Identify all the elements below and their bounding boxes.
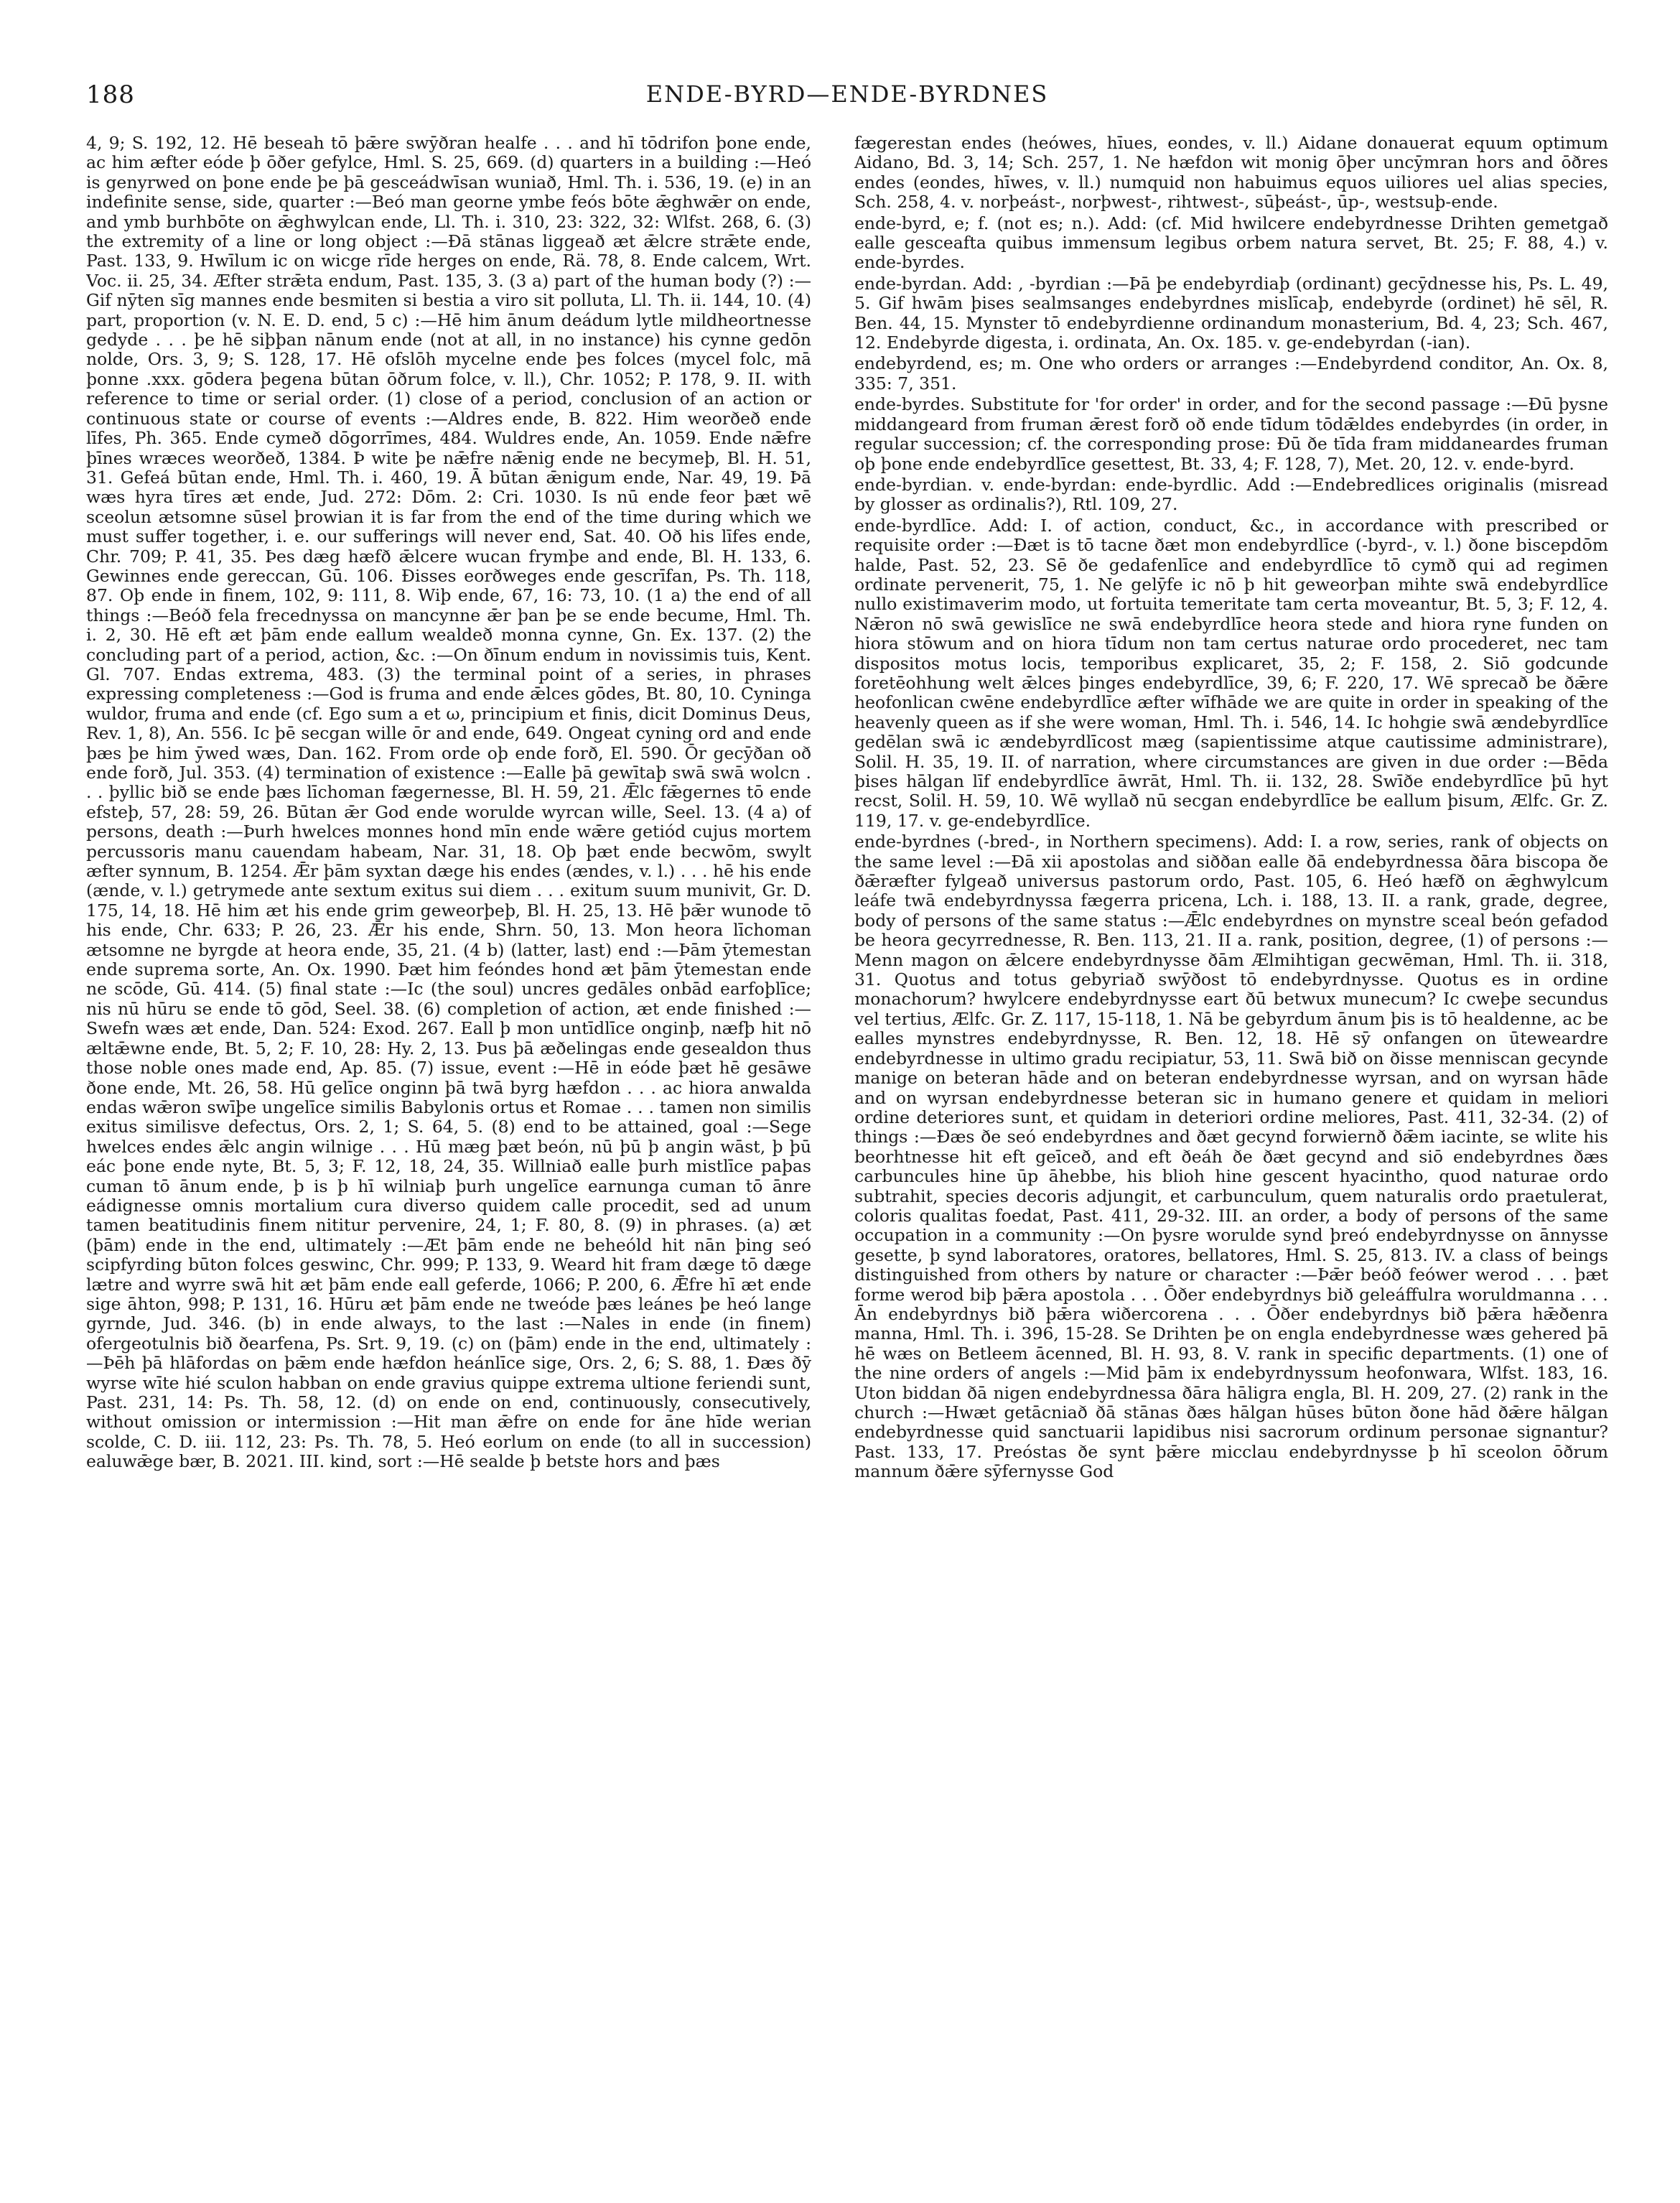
entry-ende-byrdes: ende-byrdes. Substitute for 'for order' in order, and for the second passage :—Đū þysne middangeard from fruman ǣrest forð oð ende tīdum tōdǣldes endebyrdes (in order, in regular succession; cf. the corresponding prose: Đū ðe tīda fram middaneardes fruman oþ þone ende endebyrdlīce gesettest, Bt. 33, 4; F. 128, 7), Met. 20, 12. v. ende-byrd. xyxy=(854,394,1608,474)
entry-ende-byrd: ende-byrd, e; f. (not es; n.). Add: (cf. Mid hwilcere endebyrdnesse Drihten gemetgað ealle gesceafta quibus immensum legibus orbem natura servet, Bt. 25; F. 88, 4.) v. ende-byrdes. xyxy=(854,213,1608,273)
entry-ende-byrdlice: ende-byrdlīce. Add: I. of action, conduct, &c., in accordance with prescribed or requisite order :—Đæt is tō tacne ðæt mon endebyrdlīce (-byrd-, v. l.) ðone biscepdōm halde, Past. 52, 23. Sē ðe gedafenlīce and endebyrdlīce tō cymð qui ad regimen ordinate pervenerit, 75, 1. Ne gelȳfe ic nō þ hit geweorþan mihte swā endebyrdlīce nullo existimaverim modo, ut fortuita temeritate tam certa moveantur, Bt. 5, 3; F. 12, 4. Nǣron nō swā gewislīce ne swā endebyrdlīce heora stede and hiora ryne funden on hiora stōwum and on hiora tīdum non tam certus naturae ordo procederet, nec tam dispositos motus locis, temporibus explicaret, 35, 2; F. 158, 2. Siō godcunde foretēohhung welt ǣlces þinges endebyrdlīce, 39, 6; F. 220, 17. Wē sprecað be ðǣre heofonlican cwēne endebyrdlīce æfter wīfhāde we are quite in order in speaking of the heavenly queen as if she were woman, Hml. Th. i. 546, 14. Ic hohgie swā ændebyrdlīce gedēlan swā ic ændebyrdlīcost mæg (sapientissime atque cautissime administrare), Solil. H. 35, 19. II. of narration, where circumstances are given in due order :—Bēda þises hālgan līf endebyrdlīce āwrāt, Hml. Th. ii. 132, 28. Swīðe endebyrdlīce þū hyt recst, Solil. H. 59, 10. Wē wyllað nū secgan endebyrdlīce be eallum þisum, Ælfc. Gr. Z. 119, 17. v. ge-endebyrdlīce. xyxy=(854,515,1608,831)
left-paragraph: 4, 9; S. 192, 12. Hē beseah tō þǣre swȳðran healfe . . . and hī tōdrifon þone ende, ac him æfter eóde þ ōðer gefylce, Hml. S. 25, 669. (d) quarters in a building :—Heó is genyrwed on þone ende þe þā gesceádwīsan wuniað, Hml. Th. i. 536, 19. (e) in an indefinite sense, side, quarter :—Beó man georne ymbe feós bōte ǣghwǣr on ende, and ymb burhbōte on ǣghwylcan ende, Ll. Th. i. 310, 23: 322, 32: Wlfst. 268, 6. (3) the extremity of a line or long object :—Đā stānas liggeað æt ǣlcre strǣte ende, Past. 133, 9. Hwīlum ic on wicge rīde herges on ende, Rä. 78, 8. Ende calcem, Wrt. Voc. ii. 25, 34. Æfter strǣta endum, Past. 135, 3. (3 a) part of the human body (?) :—Gif nȳten sīg mannes ende besmiten si bestia a viro sit polluta, Ll. Th. ii. 144, 10. (4) part, proportion (v. N. E. D. end, 5 c) :—Hē him ānum deádum lytle mildheortnesse gedyde . . . þe hē siþþan nānum ende (not at all, in no instance) his cynne gedōn nolde, Ors. 3, 9; S. 128, 17. Hē ofslōh mycelne ende þes folces (mycel folc, mā þonne .xxx. gōdera þegena būtan ōðrum folce, v. ll.), Chr. 1052; P. 178, 9. II. with reference to time or serial order. (1) close of a period, conclusion of an action or continuous state or course of events :—Aldres ende, B. 822. Him weorðeð ende līfes, Ph. 365. Ende cymeð dōgorrīmes, 484. Wuldres ende, An. 1059. Ende nǣfre þīnes wræces weorðeð, 1384. Þ wite þe nǣfre nǣnig ende ne becymeþ, Bl. H. 51, 31. Gefeá būtan ende, Hml. Th. i. 460, 19. Ā būtan ǣnigum ende, Nar. 49, 19. Þā wæs hyra tīres æt ende, Jud. 272: Dōm. 2: Cri. 1030. Is nū ende feor þæt wē sceolun ætsomne sūsel þrowian it is far from the end of the time during which we must suffer together, i. e. our sufferings will never end, Sat. 40. Oð his līfes ende, Chr. 709; P. 41, 35. Þes dæg hæfð ǣlcere wucan frymþe and ende, Bl. H. 133, 6. Gewinnes ende gereccan, Gū. 106. Đisses eorðweges ende gescrīfan, Ps. Th. 118, 87. Oþ ende in finem, 102, 9: 111, 8. Wiþ ende, 67, 16: 73, 10. (1 a) the end of all things :—Beóð fela frecednyssa on mancynne ǣr þan þe se ende becume, Hml. Th. i. 2, 30. Hē eft æt þām ende eallum wealdeð monna cynne, Gn. Ex. 137. (2) the concluding part of a period, action, &c. :—On ðīnum endum in novissimis tuis, Kent. Gl. 707. Endas extrema, 483. (3) the terminal point of a series, in phrases expressing completeness :—God is fruma and ende ǣlces gōdes, Bt. 80, 10. Cyninga wuldor, fruma and ende (cf. Ego sum a et ω, principium et finis, dicit Dominus Deus, Rev. 1, 8), An. 556. Ic þē secgan wille ōr and ende, 649. Ongeat cyning ord and ende þæs þe him ȳwed wæs, Dan. 162. From orde oþ ende forð, El. 590. Ōr gecȳðan oð ende forð, Jul. 353. (4) termination of existence :—Ealle þā gewītaþ swā swā wolcn . . . þyllic bið se ende þæs līchoman fægernesse, Bl. H. 59, 21. Ǣlc fǣgernes tō ende efsteþ, 57, 28: 59, 26. Būtan ǣr God ende worulde wyrcan wille, Seel. 13. (4 a) of persons, death :—Þurh hwelces monnes hond mīn ende wǣre getiód cujus mortem percussoris manu cauendam habeam, Nar. 31, 18. Oþ þæt ende becwōm, swylt æfter synnum, B. 1254. Ǣr þām syxtan dæge his endes (ændes, v. l.) . . . hē his ende (ænde, v. l.) getrymede ante sextum exitus sui diem . . . exitum suum munivit, Gr. D. 175, 14, 18. Hē him æt his ende grim geweorþeþ, Bl. H. 25, 13. Hē þǣr wunode tō his ende, Chr. 633; P. 26, 23. Ǣr his ende, Shrn. 50, 13. Mon heora līchoman ætsomne ne byrgde at heora ende, 35, 21. (4 b) (latter, last) end :—Þām ȳtemestan ende suprema sorte, An. Ox. 1990. Þæt him feóndes hond æt þām ȳtemestan ende ne scōde, Gū. 414. (5) final state :—Ic (the soul) uncres gedāles onbād earfoþlīce; nis nū hūru se ende tō gōd, Seel. 38. (6) completion of action, æt ende finished :—Swefn wæs æt ende, Dan. 524: Exod. 267. Eall þ mon untīdlīce onginþ, næfþ hit nō æltǣwne ende, Bt. 5, 2; F. 10, 28: Hy. 2, 13. Þus þā æðelingas ende gesealdon thus those noble ones made end, Ap. 85. (7) issue, event :—Hē in eóde þæt hē gesāwe ðone ende, Mt. 26, 58. Hū gelīce onginn þā twā byrg hæfdon . . . ac hiora anwalda endas wǣron swīþe ungelīce similis Babylonis ortus et Romae . . . tamen non similis exitus similisve defectus, Ors. 2, 1; S. 64, 5. (8) end to be attained, goal :—Sege hwelces endes ǣlc angin wilnige . . . Hū mæg þæt beón, nū þū þ angin wāst, þ þū eác þone ende nyte, Bt. 5, 3; F. 12, 18, 24, 35. Willniað ealle þurh mistlīce paþas cuman tō ānum ende, þ is þ hī wilniaþ þurh ungelīce earnunga cuman tō ānre eádignesse omnis mortalium cura diverso quidem calle procedit, sed ad unum tamen beatitudinis finem nititur pervenire, 24, 1; F. 80, 8. (9) in phrases. (a) æt (þām) ende in the end, ultimately :—Æt þām ende ne beheóld hit nān þing seó scipfyrding būton folces geswinc, Chr. 999; P. 133, 9. Weard hit fram dæge tō dæge lætre and wyrre swā hit æt þām ende eall geferde, 1066; P. 200, 6. Ǣfre hī æt ende sige āhton, 998; P. 131, 16. Hūru æt þām ende ne tweóde þæs leánes þe heó lange gyrnde, Jud. 346. (b) in ende always, to the last :—Nales in ende (in finem) ofergeotulnis bið ðearfena, Ps. Srt. 9, 19. (c) on (þām) ende in the end, ultimately :—Þēh þā hlāfordas on þǣm ende hæfdon heánlīce sige, Ors. 2, 6; S. 88, 1. Đæs ðȳ wyrse wīte hié sculon habban on ende gravius quippe extrema ultione feriendi sunt, Past. 231, 14: Ps. Th. 58, 12. (d) on ende on end, continuously, consecutively, without omission or intermission :—Hit man ǣfre on ende for āne hīde werian scolde, C. D. iii. 112, 23: Ps. Th. 78, 5. Heó eorlum on ende (to all in succession) ealuwǣge bær, B. 2021. III. kind, sort :—Hē sealde þ betste hors and þæs xyxy=(86,134,811,1472)
page-header xyxy=(86,80,1608,124)
right-paragraph-continuation: fægerestan endes (heówes, hīues, eondes, v. ll.) Aidane donauerat equum optimum Aidano, Bd. 3, 14; Sch. 257, 1. Ne hæfdon wit monig ōþer uncȳmran hors and ōðres endes (eondes, hīwes, v. ll.) numquid non habuimus equos uiliores uel alias species, Sch. 258, 4. v. norþeást-, norþwest-, rihtwest-, sūþeást-, ūp-, westsuþ-ende. xyxy=(854,134,1608,213)
entry-ende-byrdan: ende-byrdan. Add: , -byrdian :—Þā þe endebyrdiaþ (ordinant) gecȳdnesse his, Ps. L. 49, 5. Gif hwām þises sealmsanges endebyrdnes mislīcaþ, endebyrde (ordinet) hē sēl, R. Ben. 44, 15. Mynster tō endebyrdienne ordinandum monasterium, Bd. 4, 23; Sch. 467, 12. Endebyrde digesta, i. ordinata, An. Ox. 185. v. ge-endebyrdan (-ian). xyxy=(854,273,1608,353)
page-number: 188 xyxy=(86,80,135,109)
entry-ende-byrdnes: ende-byrdnes (-bred-, in Northern specimens). Add: I. a row, series, rank of objects on the same level :—Đā xii apostolas and siððan ealle ðā endebyrdnessa ðāra biscopa ðe ðǣræfter fylgeað universus pastorum ordo, Past. 105, 6. Heó hæfð on ǣghwylcum leáfe twā endebyrdnyssa fægerra pricena, Lch. i. 188, 13. II. a rank, grade, degree, body of persons of the same status :—Ǣlc endebyrdnes on mynstre sceal beón gefadod be heora gecyrrednesse, R. Ben. 113, 21. II a. rank, position, degree, (1) of persons :—Menn magon on ǣlcere endebyrdnysse ðām Ælmihtigan gecwēman, Hml. Th. ii. 318, 31. Quotus and totus gebyriað swȳðost tō endebyrdnysse. Quotus es in ordine monachorum? hwylcere endebyrdnysse eart ðū betwux munecum? Ic cweþe secundus vel tertius, Ælfc. Gr. Z. 117, 15-118, 1. Nā be gebyrdum ānum þis is tō healdenne, ac be ealles mynstres endebyrdnysse, R. Ben. 12, 18. Hē sȳ onfangen on ūteweardre endebyrdnesse in ultimo gradu recipiatur, 53, 11. Swā bið on ðisse menniscan gecynde manige on beteran hāde and on beteran endebyrdnesse wyrsan, and on wyrsan hāde and on wyrsan endebyrdnesse beteran sic in humano genere et quidam in meliori ordine deteriores sunt, et quidam in deteriori ordine meliores, Past. 411, 32-34. (2) of things :—Đæs ðe seó endebyrdnes and ðæt gecynd forwiernð ðǣm iacinte, se wlite his beorhtnesse hit eft geīceð, and eft ðeáh ðe ðæt gecynd and siō endebyrdnes ðæs carbuncules hine ūp āhebbe, his blioh hine gescent hyacintho, quod naturae ordo subtrahit, species decoris adjungit, et carbunculum, quem naturalis ordo praetulerat, coloris qualitas foedat, Past. 411, 29-32. III. an order, a body of persons of the same occupation in a community :—On þysre worulde synd þreó endebyrdnysse on ānnysse gesette, þ synd laboratores, oratores, bellatores, Hml. S. 25, 813. IV. a class of beings distinguished from others by nature or character :—Þǣr beóð feówer werod . . . þæt forme werod biþ þǣra apostola . . . Ōðer endebyrdnys bið geleáffulra woruldmanna . . . Ān endebyrdnys bið þǣra wiðercorena . . . Ōðer endebyrdnys bið þǣra hǣðenra manna, Hml. Th. i. 396, 15-28. Se Drihten þe on engla endebyrdnesse wæs gehered þā hē wæs on Betleem ācenned, Bl. H. 93, 8. V. rank in specific departments. (1) one of the nine orders of angels :—Mid þām ix endebyrdnyssum heofonwara, Wlfst. 183, 16. Uton biddan ðā nigen endebyrdnessa ðāra hāligra engla, Bl. H. 209, 27. (2) rank in the church :—Hwæt getācniað ðā stānas ðæs hālgan hūses būton ðone hād ðǣre hālgan endebyrdnesse quid sanctuarii lapidibus nisi sacrorum ordinum personae signantur? Past. 133, 17. Preóstas ðe synt þǣre micclau endebyrdnysse þ hī sceolon ōðrum mannum ðǣre sȳfernysse God xyxy=(854,832,1608,1482)
entry-endebyrdend: endebyrdend, es; m. One who orders or arranges :—Endebyrdend conditor, An. Ox. 8, 335: 7, 351. xyxy=(854,353,1608,393)
right-column xyxy=(854,134,1608,2144)
left-column xyxy=(86,134,811,2144)
running-head: ENDE-BYRD—ENDE-BYRDNES xyxy=(645,80,1049,108)
entry-ende-byrdian: ende-byrdian. v. ende-byrdan: ende-byrdlic. Add :—Endebredlices originalis (misread by glosser as ordinalis?), Rtl. 109, 27. xyxy=(854,474,1608,515)
